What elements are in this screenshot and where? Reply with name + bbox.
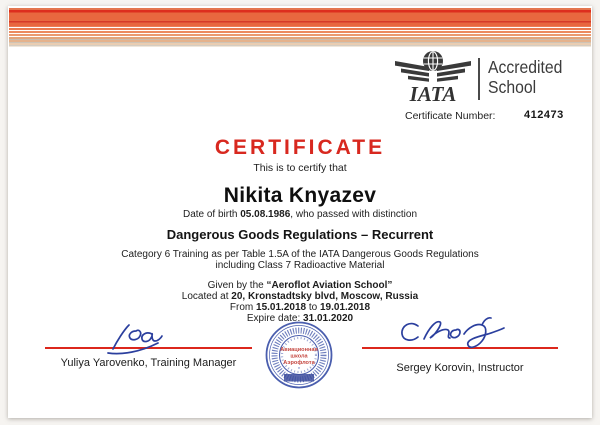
course-title: Dangerous Goods Regulations – Recurrent <box>166 227 434 242</box>
stamp-text-line1: Авиационная <box>280 347 318 353</box>
course-detail-line1: Category 6 Training as per Table 1.5A of the IATA Dangerous Goods Regulations <box>121 249 479 260</box>
stamp-bottom-plate <box>284 374 314 382</box>
right-signer-caption: Sergey Korovin, Instructor <box>396 362 524 374</box>
certificate-number-value: 412473 <box>524 109 564 121</box>
iata-wordmark: IATA <box>409 82 457 106</box>
school-name: “Aeroflot Aviation School” <box>266 280 393 291</box>
birth-prefix: Date of birth <box>182 209 241 220</box>
logo-divider <box>478 58 480 100</box>
decorative-stripe-band <box>9 8 591 48</box>
right-signature-handwriting <box>396 314 508 356</box>
accredited-line2: School <box>488 77 537 97</box>
given-by-line <box>8 280 592 291</box>
training-dates-line <box>8 302 592 313</box>
certificate-page <box>8 6 592 418</box>
accredited-school-label <box>488 57 562 97</box>
left-signature-handwriting <box>100 322 166 356</box>
left-signer-caption: Yuliya Yarovenko, Training Manager <box>60 357 237 369</box>
certificate-number-label: Certificate Number: <box>405 110 496 122</box>
stamp-text-line2: школа <box>290 353 308 360</box>
iata-logo-icon <box>392 48 474 108</box>
located-prefix: Located at <box>181 291 232 302</box>
birth-suffix: , who passed with distinction <box>290 209 418 220</box>
expire-prefix: Expire date: <box>246 313 304 324</box>
to-infix: to <box>306 302 320 313</box>
birth-date: 05.08.1986 <box>240 209 291 220</box>
given-prefix: Given by the <box>207 280 267 291</box>
course-detail-line2: including Class 7 Radioactive Material <box>215 260 385 271</box>
located-line <box>8 291 592 302</box>
birth-line <box>8 209 592 220</box>
from-prefix: From <box>229 302 257 313</box>
date-from: 15.01.2018 <box>256 302 307 313</box>
aeroflot-school-stamp <box>264 320 334 390</box>
date-to: 19.01.2018 <box>320 302 371 313</box>
certify-subtitle: This is to certify that <box>253 162 347 174</box>
accredited-line1: Accredited <box>488 57 563 77</box>
expire-date: 31.01.2020 <box>303 313 354 324</box>
recipient-name: Nikita Knyazev <box>223 184 377 207</box>
stamp-text-line3: Аэрофлота <box>283 360 315 366</box>
stamp-star-glyph: * <box>298 367 300 373</box>
school-address: 20, Kronstadtsky blvd, Moscow, Russia <box>231 291 419 302</box>
certificate-title: CERTIFICATE <box>214 136 386 159</box>
